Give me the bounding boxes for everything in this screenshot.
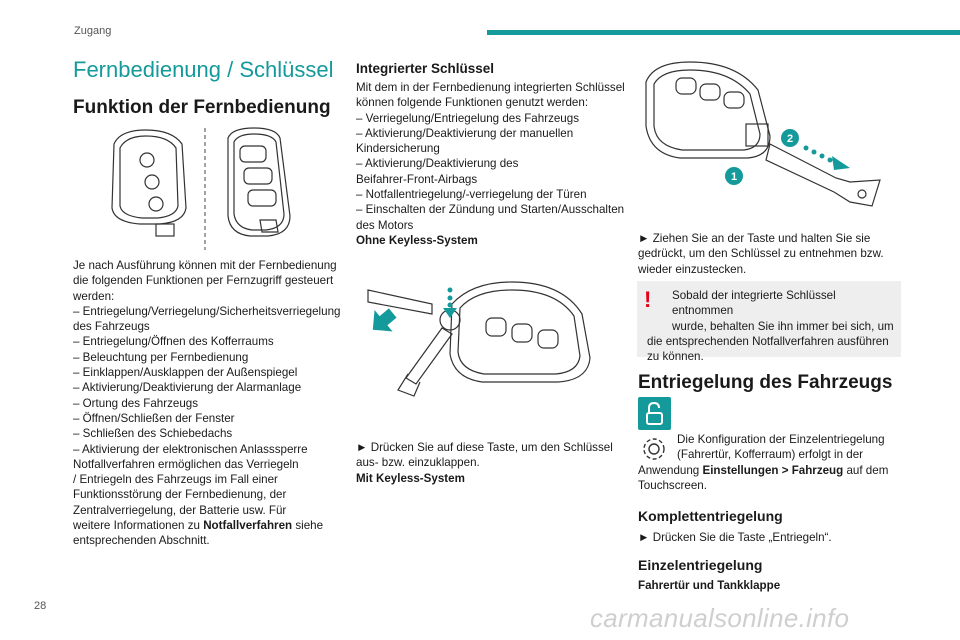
page-number: 28 <box>34 600 47 612</box>
remote-line: – Aktivierung der elektronischen Anlasssperre <box>73 442 308 456</box>
key-line: – Einschalten der Zündung und Starten/Ausschalten <box>356 203 625 217</box>
warning-line: wurde, behalten Sie ihn immer bei sich, um <box>672 319 894 333</box>
remote-function-text <box>73 258 341 549</box>
warning-line: zu können. <box>647 350 704 364</box>
key-line: Mit dem in der Fernbedienung integrierten Schlüssel <box>356 81 625 94</box>
callout-1: 1 <box>730 171 738 183</box>
remote-line-with-link <box>73 518 341 533</box>
subheading-keyless: Mit Keyless-System <box>356 471 465 485</box>
step-line: ► Drücken Sie auf diese Taste, um den Schlüssel <box>356 441 613 454</box>
remote-line: – Beleuchtung per Fernbedienung <box>73 350 249 364</box>
header-accent-bar <box>487 30 960 35</box>
emergency-procedures-term: Notfallverfahren <box>203 519 293 533</box>
remote-line: – Öffnen/Schließen der Fenster <box>73 411 235 425</box>
remote-line: – Schließen des Schiebedachs <box>73 427 233 441</box>
page-title: Fernbedienung / Schlüssel <box>73 57 334 82</box>
text-fragment: weitere Informationen zu <box>73 519 204 533</box>
warning-text <box>647 288 897 364</box>
key-line: – Verriegelung/Entriegelung des Fahrzeugs <box>356 111 580 125</box>
remote-line: die folgenden Funktionen per Fernzugriff gesteuert <box>73 274 334 288</box>
text-fragment: siehe <box>292 519 324 533</box>
remote-line: – Einklappen/Ausklappen der Außenspiegel <box>73 366 298 380</box>
step-line: aus- bzw. einzuklappen. <box>356 456 480 470</box>
remote-line: – Ortung des Fahrzeugs <box>73 396 199 410</box>
section-heading-remote-function: Funktion der Fernbedienung <box>73 97 331 118</box>
watermark: carmanualsonline.info <box>590 603 850 633</box>
settings-path: Einstellungen > Fahrzeug <box>702 463 844 477</box>
key-line: – Notfallentriegelung/-verriegelung der Türen <box>356 188 587 202</box>
section-header: Zugang <box>74 25 112 37</box>
key-line: können folgende Funktionen genutzt werden: <box>356 96 589 110</box>
config-line: Touchscreen. <box>638 478 707 492</box>
remote-line: Funktionsstörung der Fernbedienung, der <box>73 488 287 502</box>
remote-line: des Fahrzeugs <box>73 320 150 334</box>
remote-line: / Entriegeln des Fahrzeugs im Fall einer <box>73 473 278 487</box>
key-line: Kindersicherung <box>356 142 440 156</box>
key-removal-illustration <box>640 56 890 216</box>
key-line: Beifahrer-Front-Airbags <box>356 172 478 186</box>
driver-door-fuel-flap: Fahrertür und Tankklappe <box>638 579 781 592</box>
integrated-key-text <box>356 80 628 248</box>
section-heading-integrated-key: Integrierter Schlüssel <box>356 61 495 76</box>
config-line: Die Konfiguration der Einzelentriegelung <box>677 433 885 446</box>
subheading-complete-unlocking: Komplettentriegelung <box>638 508 783 524</box>
section-heading-unlocking: Entriegelung des Fahrzeugs <box>638 372 893 393</box>
step-line: gedrückt, um den Schlüssel zu entnehmen bzw. <box>638 247 884 261</box>
key-line: – Aktivierung/Deaktivierung des <box>356 157 519 171</box>
unlock-icon <box>638 397 671 430</box>
warning-icon: ! <box>644 287 652 312</box>
remove-key-step <box>638 231 904 277</box>
remote-line: – Entriegelung/Verriegelung/Sicherheitsverriegelung <box>73 304 341 318</box>
subheading-no-keyless: Ohne Keyless-System <box>356 233 478 247</box>
remote-line: – Entriegelung/Öffnen des Kofferraums <box>73 335 274 349</box>
step-line: wieder einzustecken. <box>638 262 747 276</box>
callout-2: 2 <box>786 133 794 145</box>
warning-line: die entsprechenden Notfallverfahren ausführen <box>647 334 889 348</box>
step-line: ► Ziehen Sie an der Taste und halten Sie sie <box>638 232 871 245</box>
remote-line: – Aktivierung/Deaktivierung der Alarmanlage <box>73 381 302 395</box>
remote-line: Je nach Ausführung können mit der Fernbedienung <box>73 259 337 272</box>
warning-line: Sobald der integrierte Schlüssel entnommen <box>672 289 836 318</box>
remote-line: entsprechenden Abschnitt. <box>73 534 210 548</box>
config-line-settings <box>638 463 906 478</box>
remote-line: Notfallverfahren ermöglichen das Verriegeln <box>73 457 299 471</box>
text-fragment: auf dem <box>843 463 889 477</box>
text-fragment: Anwendung <box>638 463 703 477</box>
remote-keys-illustration <box>100 124 310 252</box>
folding-key-illustration <box>362 274 622 404</box>
remote-line: Zentralverriegelung, der Batterie usw. Für <box>73 503 287 517</box>
config-line: (Fahrertür, Kofferraum) erfolgt in der <box>677 448 864 462</box>
fold-key-step <box>356 440 628 486</box>
key-line: – Aktivierung/Deaktivierung der manuellen <box>356 126 574 140</box>
remote-line: werden: <box>73 289 115 303</box>
complete-unlocking-step: ► Drücken Sie die Taste „Entriegeln“. <box>638 531 832 544</box>
key-line: des Motors <box>356 218 414 232</box>
config-text <box>638 432 906 493</box>
subheading-single-unlocking: Einzelentriegelung <box>638 557 763 573</box>
